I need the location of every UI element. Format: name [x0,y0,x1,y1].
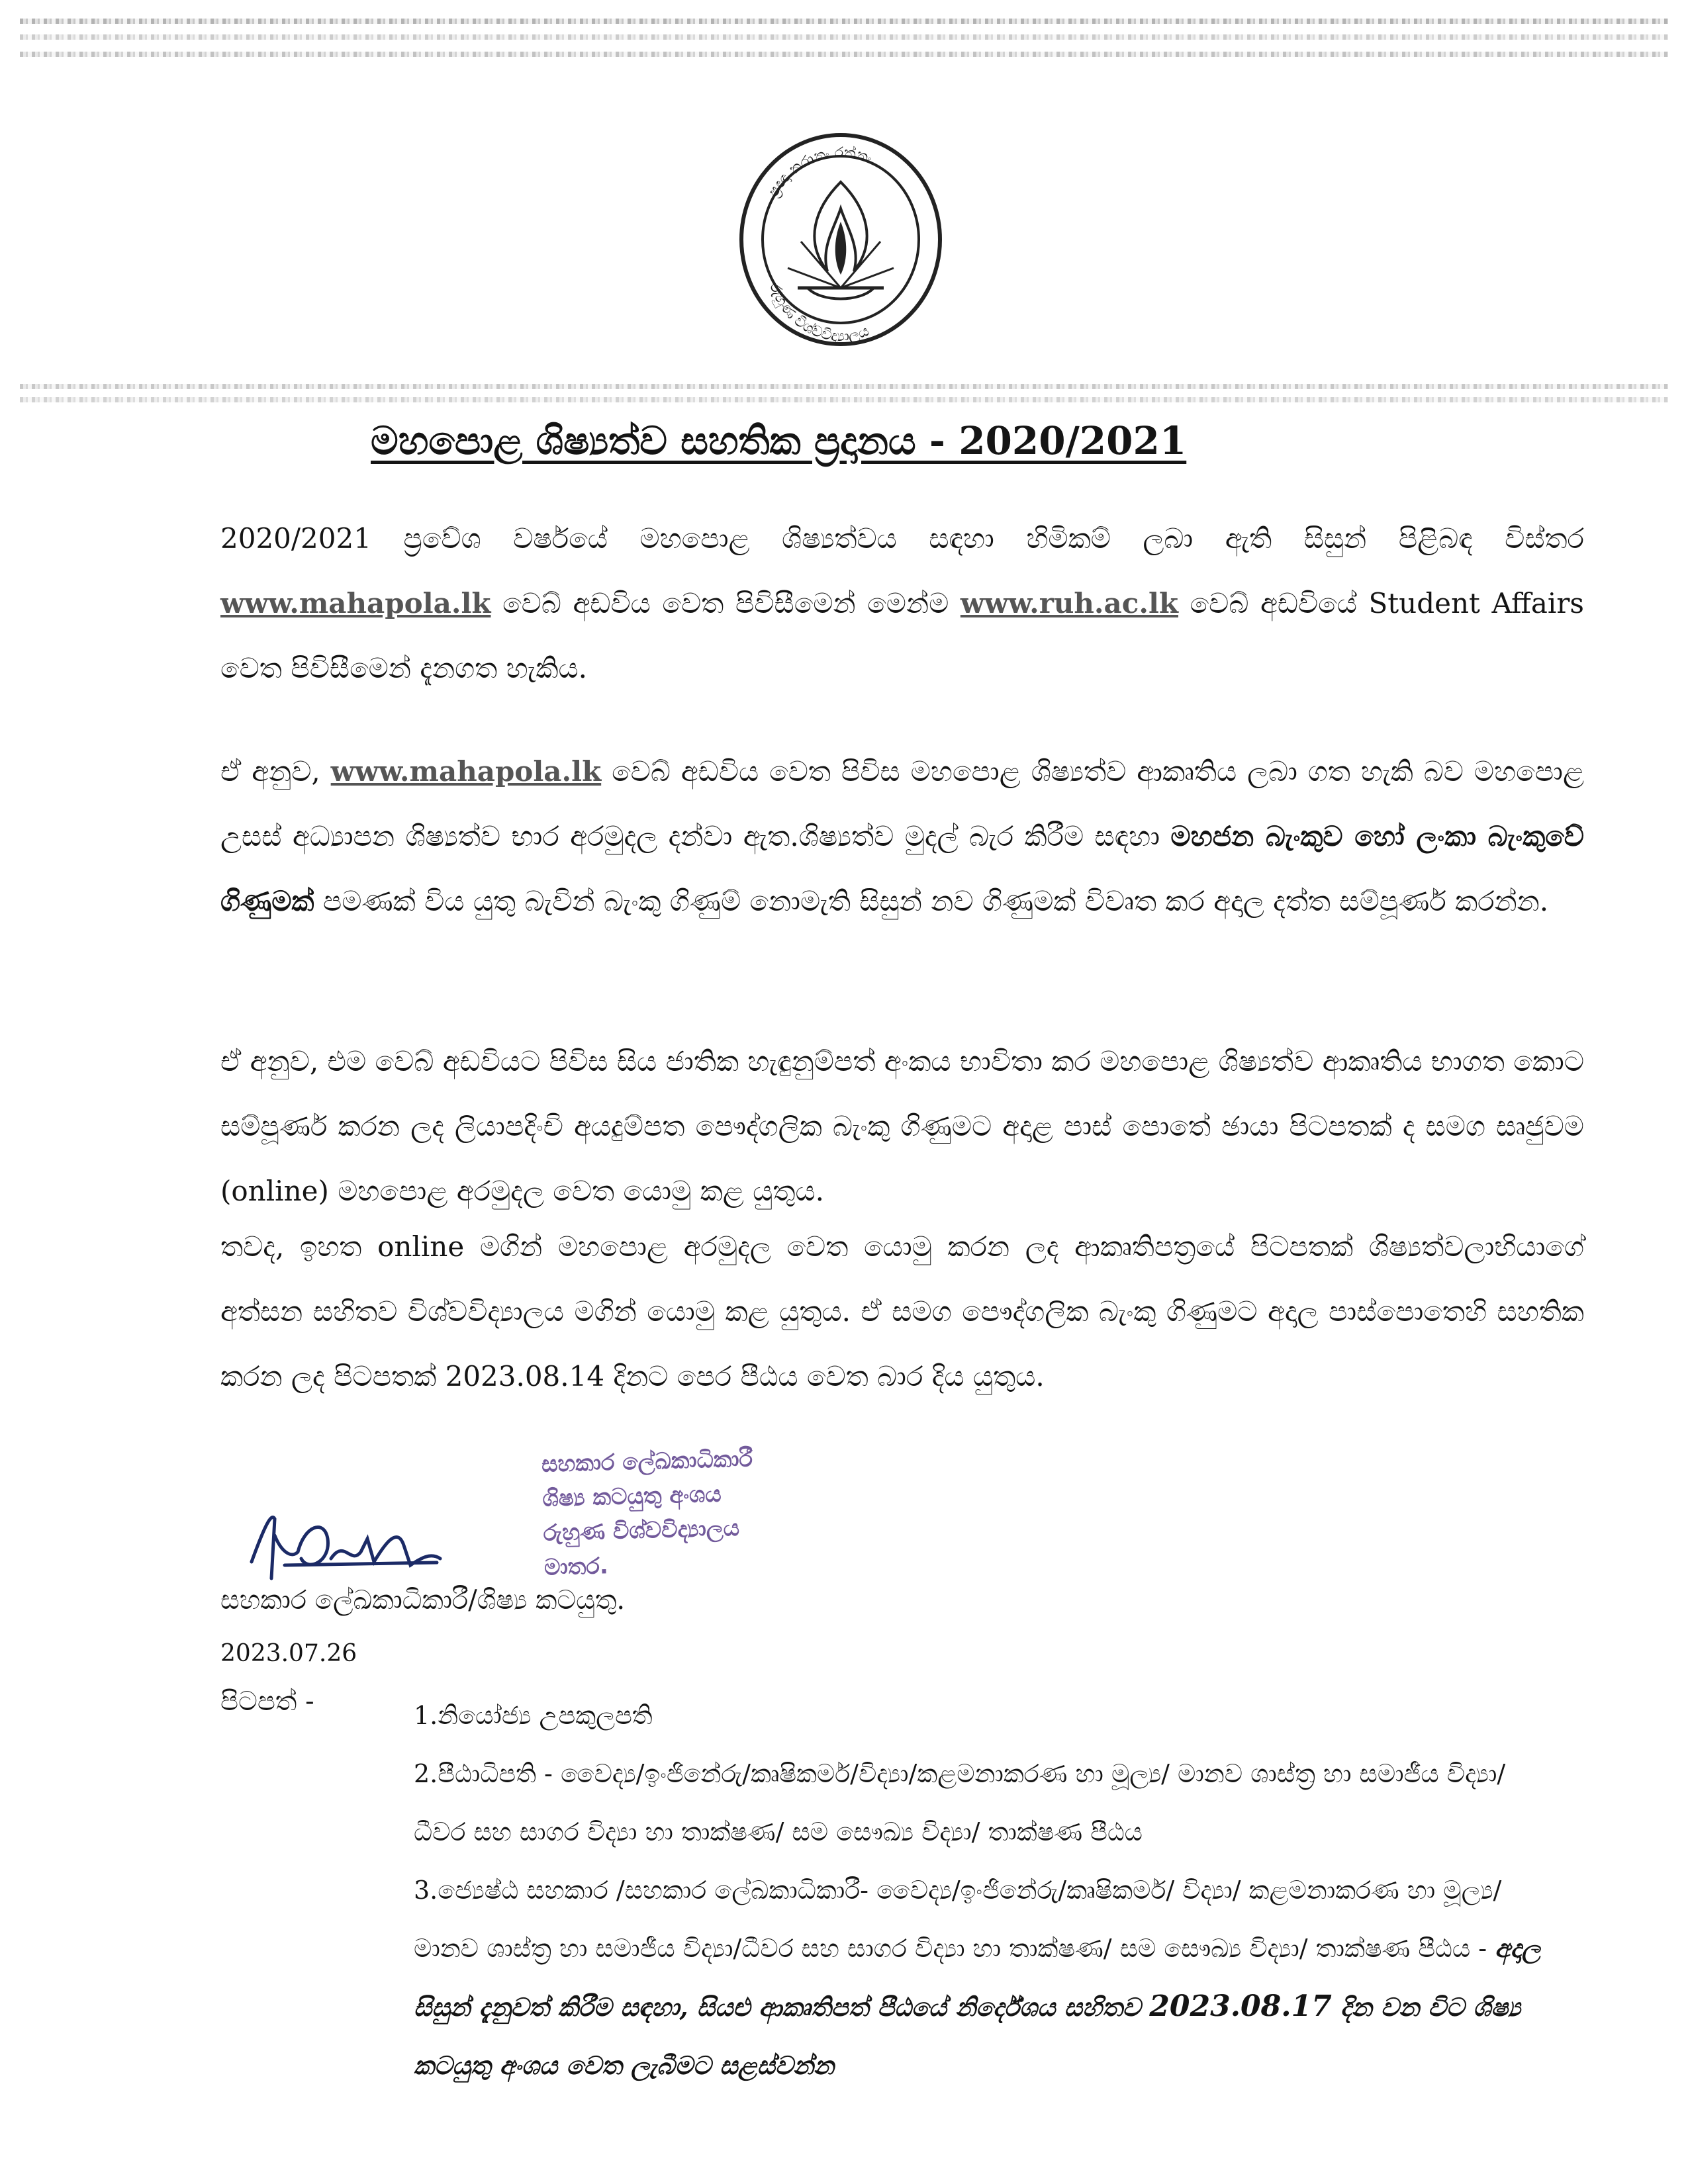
paragraph-2-text-a: ඒ අනුව, [220,755,331,788]
copies-label: පිටපත් - [220,1686,314,1717]
office-stamp [541,1438,888,1585]
paragraph-2-text-b: වෙබ් අඩවිය වෙත පිවිස මහපොළ ශිෂ්‍යත්ව ආකෘතිය ලබා ගත හැකි බව මහපොළ උසස් අධ්‍යාපන ශිෂ්‍යත්ව භාර අරමුදල දන්වා ඇත.ශිෂ්‍යත්ව මුදල් බැර කිරීම සඳහා [220,755,1585,852]
ruh-link[interactable]: www.ruh.ac.lk [960,587,1178,619]
paragraph-2-text-c: පමණක් විය යුතු බැවින් බැංකු ගිණුම් නොමැති සිසුන් නව ගිණුමක් විවෘත කර අදාල දත්ත සම්පූර්ණ කරන්න. [314,885,1549,917]
paragraph-4: තවද, ඉහත online මගින් මහපොළ අරමුදල වෙත යොමු කරන ලද ආකෘතිපත්‍රයේ පිටපතක් ශිෂ්‍යත්වලාභියාගේ අත්සන සහිතව විශ්වවිද්‍යාලය මගින් යොමු කළ යුතුය. ඒ සමග පෞද්ගලික බැංකු ගිණුමට අදාල පාස්පොතෙහි සහතික කරන ලද පිටපතක් 2023.08.14 දිනට පෙර පීඨය වෙත බාර දිය යුතුය. [220,1230,1584,1392]
scan-artifact-top [20,19,1668,24]
copy-item-3 [414,1861,1552,2095]
copies-list [414,1686,1552,2095]
copy-item-3-instruction-end: දින වන විට ශිෂ්‍ය කටයුතු අංශය වෙත ලැබීමට සළස්වන්න [414,1992,1521,2080]
stamp-line-3: රුහුණ විශ්වවිද්‍යාලය [543,1515,740,1547]
paragraph-1-text-c: වෙබ් අඩවියේ Student Affairs වෙත පිවිසීමෙන් දැනගත හැකිය. [220,587,1584,684]
paragraph-2 [220,739,1584,934]
mahapola-link-2[interactable]: www.mahapola.lk [330,755,602,788]
copy-item-2: 2.පීඨාධිපති - වෛද්‍ය/ඉංජිනේරු/කෘෂිකර්ම/විද්‍යා/කළමනාකරණ හා මූල්‍ය/ මානව ශාස්ත්‍ර හා සමාජීය විද්‍යා/ධීවර සහ සාගර විද්‍යා හා තාක්ෂණ/ සම සෞඛ්‍ය විද්‍යා/ තාක්ෂණ පීඨය [414,1759,1506,1846]
stamp-line-2: ශිෂ්‍ය කටයුතු අංශය [541,1480,722,1512]
scan-artifact-top-2 [20,34,1668,40]
stamp-line-1: සහකාර ලේඛකාධිකාරී [541,1445,753,1478]
document-date: 2023.07.26 [220,1640,357,1667]
paragraph-1-text-b: වෙබ් අඩවිය වෙත පිවිසීමෙන් මෙන්ම [491,587,961,619]
scan-artifact-mid-2 [20,397,1668,402]
copy-item-3-instruction: අදාල සිසුන් දැනුවත් කිරීම සඳහා, සියළු ආකෘතිපත් පීඨයේ නිර්දේශය සහිතව [414,1933,1541,2022]
page-title: මහපොළ ශිෂ්‍යත්ව සහතික ප්‍රදානය - 2020/2021 [371,418,1187,463]
signature [245,1499,444,1592]
copy-item-3-deadline: 2023.08.17 [1149,1989,1332,2023]
paragraph-3: ඒ අනුව, එම වෙබ් අඩවියට පිවිස සිය ජාතික හැඳුනුම්පත් අංකය භාවිතා කර මහපොළ ශිෂ්‍යත්ව ආකෘතිය භාගත කොට සම්පූර්ණ කරන ලද ලියාපදිංචි අයදුම්පත පෞද්ගලික බැංකු ගිණුමට අදාළ පාස් පොතේ ඡායා පිටපතක් ද සමග සෘජුවම (online) මහපොළ අරමුදල වෙත යොමු කළ යුතුය. [220,1045,1585,1207]
signatory-title: සහකාර ලේඛකාධිකාරී/ශිෂ්‍ය කටයුතු. [220,1585,626,1615]
svg-text:රුහුණ විශ්වවිද්‍යාලය: රුහුණ විශ්වවිද්‍යාලය [766,281,872,345]
stamp-line-4: මාතර. [543,1553,609,1581]
paragraph-1 [220,506,1584,701]
university-crest-icon [735,129,947,351]
svg-text:ප්‍රඥා නරානං රත්නං: ප්‍රඥා නරානං රත්නං [765,144,874,200]
copy-item-1: 1.නියෝජ්‍ය උපකුලපති [414,1701,653,1730]
bank-requirement: මහජන බැංකුව හෝ ලංකා බැංකුවේ ගිණුමක් [220,820,1584,917]
mahapola-link[interactable]: www.mahapola.lk [220,587,491,619]
scan-artifact-mid [20,384,1668,389]
paragraph-1-text-a: 2020/2021 ප්‍රවේශ වර්ෂයේ මහපොළ ශිෂ්‍යත්වය සඳහා හිමිකම් ලබා ඇති සිසුන් පිළිබඳ විස්තර [220,522,1584,555]
copy-item-3-text: 3.ජ්‍යෙෂ්ඨ සහකාර /සහකාර ලේඛකාධිකාරී- වෛද්‍ය/ඉංජිනේරු/කෘෂිකර්ම/ විද්‍යා/ කළමනාකරණ හා මූල්‍ය/ මානව ශාස්ත්‍ර හා සමාජීය විද්‍යා/ධීවර සහ සාගර විද්‍යා හා තාක්ෂණ/ සම සෞඛ්‍ය විද්‍යා/ තාක්ෂණ පීඨය - [414,1876,1502,1963]
scan-artifact-top-3 [20,52,1668,57]
